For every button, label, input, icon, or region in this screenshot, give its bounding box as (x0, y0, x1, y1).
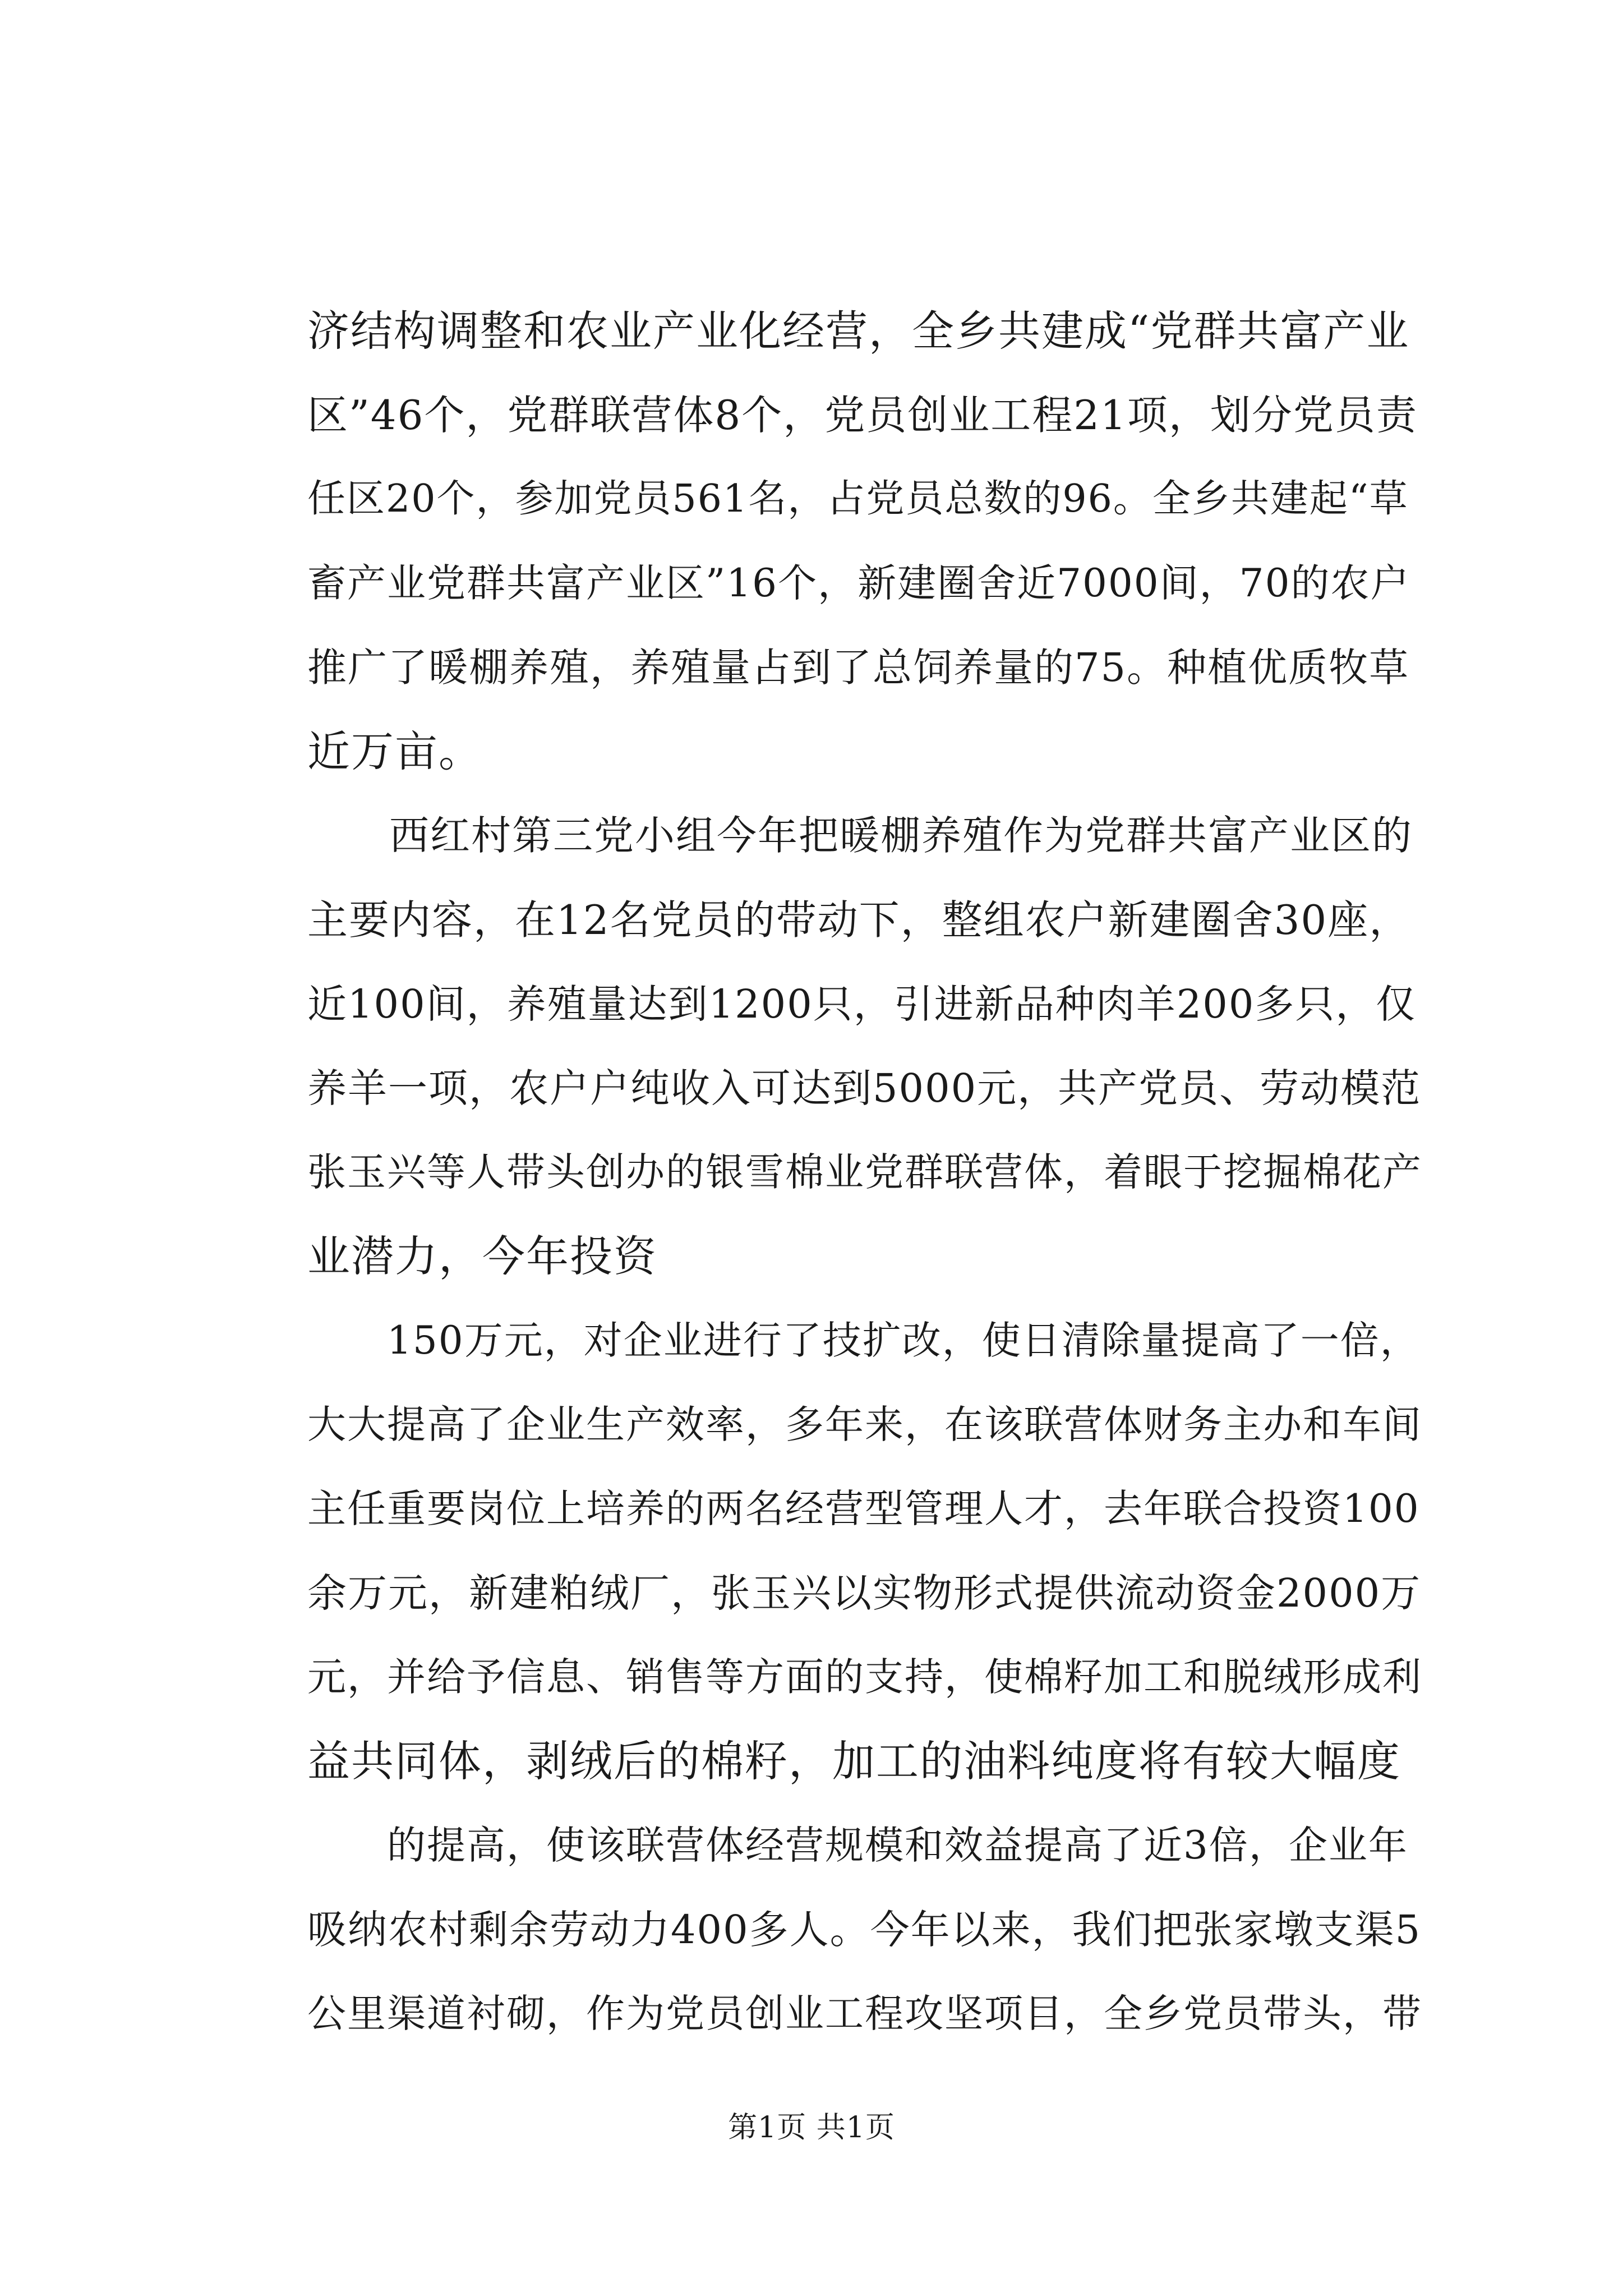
text-line: 公里渠道衬砌，作为党员创业工程攻坚项目，全乡党员带头，带 (307, 1991, 1422, 2036)
page-number-footer: 第1页 共1页 (728, 2111, 895, 2145)
text-line: 大大提高了企业生产效率，多年来，在该联营体财务主办和车间 (307, 1402, 1422, 1447)
text-line: 养羊一项，农户户纯收入可达到5000元，共产党员、劳动模范 (307, 1065, 1422, 1111)
text-line: 益共同体，剥绒后的棉籽，加工的油料纯度将有较大幅度 (307, 1736, 1401, 1786)
text-line: 近万亩。 (307, 726, 482, 776)
text-line: 主任重要岗位上培养的两名经营型管理人才，去年联合投资100 (307, 1487, 1420, 1531)
text-line: 近100间，养殖量达到1200只，引进新品种肉羊200多只，仅 (307, 981, 1417, 1027)
text-line: 主要内容，在12名党员的带动下，整组农户新建圈舍30座， (307, 896, 1411, 944)
text-line: 150万元，对企业进行了技扩改，使日清除量提高了一倍， (307, 1318, 1420, 1363)
text-line: 推广了暖棚养殖，养殖量占到了总饲养量的75。种植优质牧草 (307, 645, 1410, 691)
text-line: 任区20个，参加党员561名，占党员总数的96。全乡共建起“草 (307, 477, 1409, 521)
text-line: 畜产业党群共富产业区”16个，新建圈舍近7000间，70的农户 (307, 561, 1410, 606)
text-line: 元，并给予信息、销售等方面的支持，使棉籽加工和脱绒形成利 (307, 1655, 1422, 1700)
text-line: 业潜力，今年投资 (307, 1231, 657, 1281)
text-line: 西红村第三党小组今年把暖棚养殖作为党群共富产业区的 (307, 812, 1413, 859)
text-line: 济结构调整和农业产业化经营，全乡共建成“党群共富产业 (307, 306, 1410, 356)
text-line: 的提高，使该联营体经营规模和效益提高了近3倍，企业年 (307, 1823, 1408, 1868)
text-line: 吸纳农村剩余劳动力400多人。今年以来，我们把张家墩支渠5 (307, 1907, 1422, 1953)
text-line: 余万元，新建粕绒厂，张玉兴以实物形式提供流动资金2000万 (307, 1570, 1422, 1616)
text-line: 区”46个，党群联营体8个，党员创业工程21项，划分党员责 (307, 392, 1418, 439)
text-line: 张玉兴等人带头创办的银雪棉业党群联营体，着眼于挖掘棉花产 (307, 1150, 1422, 1195)
